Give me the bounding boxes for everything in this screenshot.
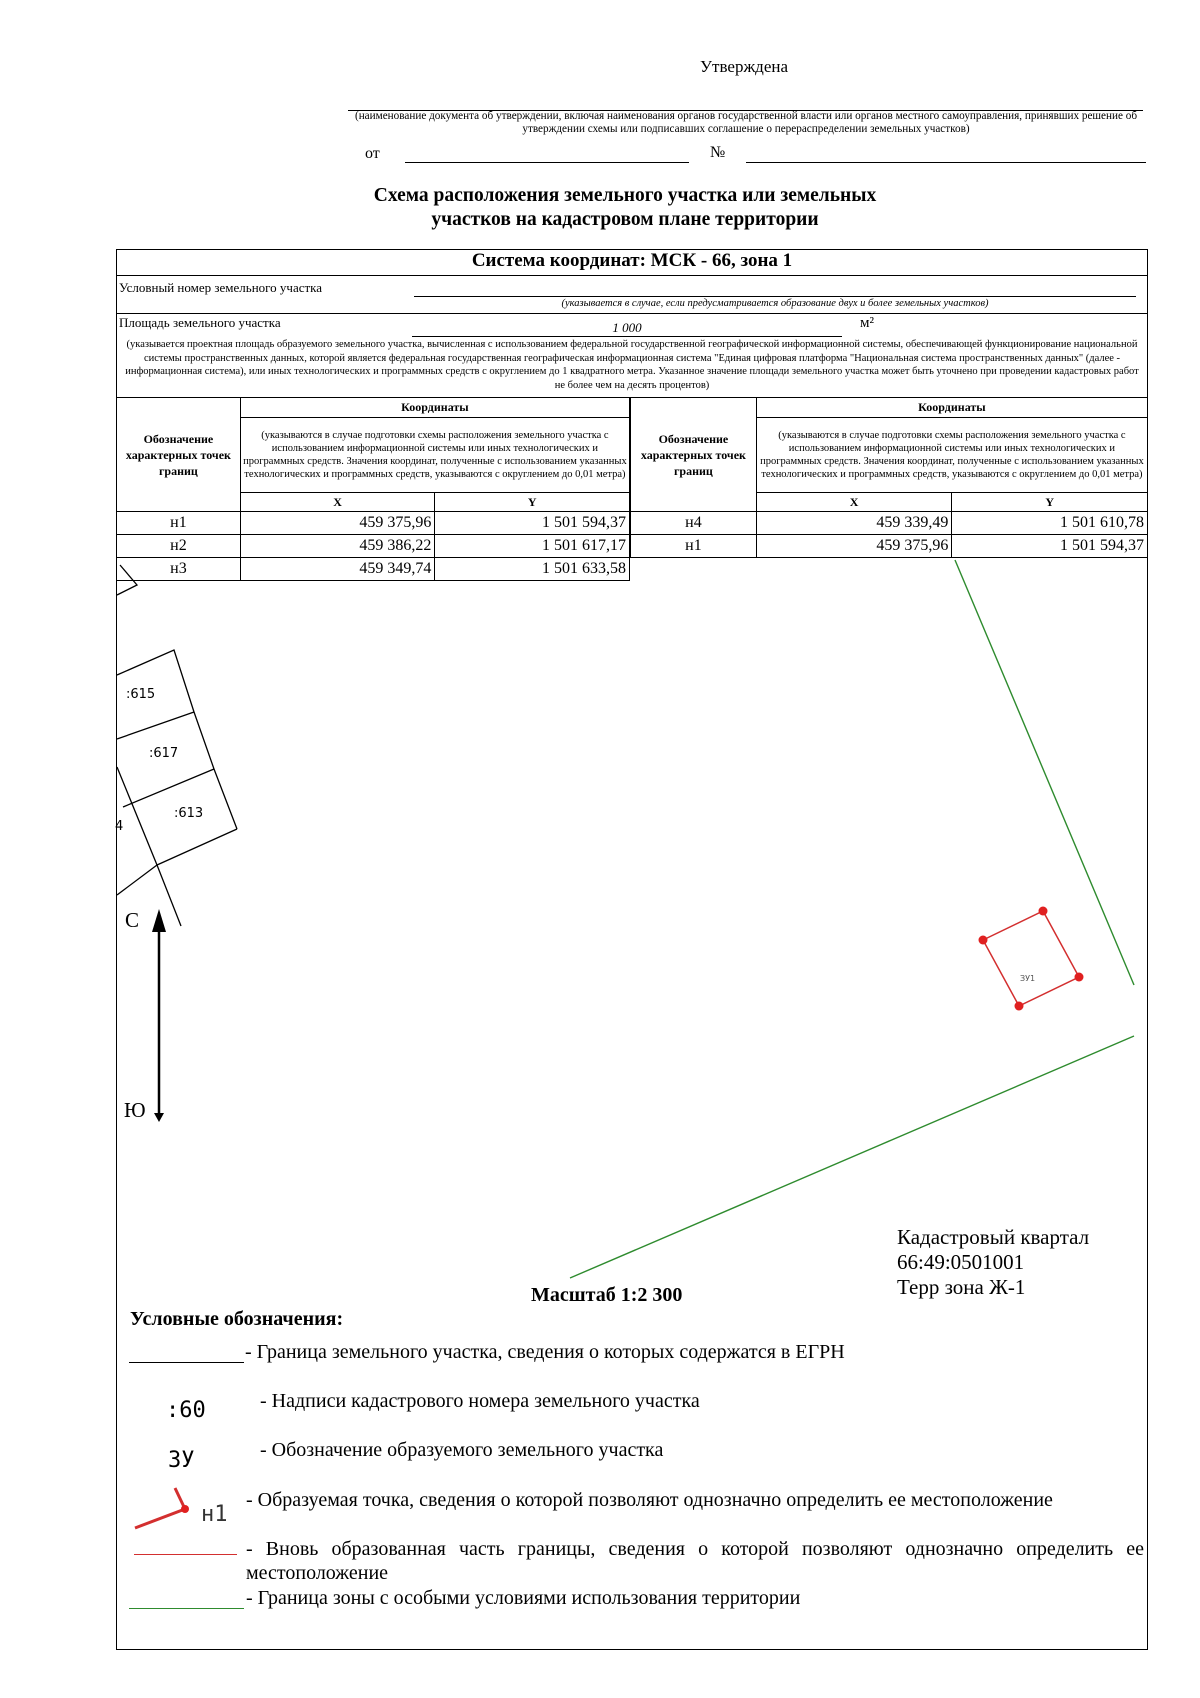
point-cell: н1 <box>117 512 241 535</box>
coords-header: Координаты <box>240 398 629 418</box>
x-cell: 459 375,96 <box>240 512 435 535</box>
parcel-label-613: :613 <box>174 806 204 821</box>
number-label: № <box>710 144 726 161</box>
parcel-label-617: :617 <box>149 746 179 761</box>
table-row <box>117 535 630 558</box>
point-marker <box>979 936 988 945</box>
y-cell: 1 501 633,58 <box>435 558 630 581</box>
y-cell: 1 501 610,78 <box>952 512 1148 535</box>
quarter-title: Кадастровый квартал <box>897 1225 1090 1249</box>
y-header: Y <box>952 493 1148 512</box>
zone-name: Терр зона Ж-1 <box>897 1275 1026 1299</box>
y-cell: 1 501 594,37 <box>952 535 1148 558</box>
area-value: 1 000 <box>612 320 642 335</box>
coords-table-right <box>630 397 1148 558</box>
legend-text-egrn: - Граница земельного участка, сведения о которых содержатся в ЕГРН <box>245 1341 845 1363</box>
point-cell: н2 <box>117 535 241 558</box>
new-parcel-boundary <box>983 911 1079 1006</box>
point-cell: н4 <box>631 512 757 535</box>
legend-text-new-parcel: - Обозначение образуемого земельного участка <box>260 1439 664 1461</box>
legend-point-lines <box>135 1488 185 1528</box>
title-line-1: Схема расположения земельного участка или земельных <box>373 185 877 206</box>
parcel-label-partial: 4 <box>115 819 124 834</box>
parcel-label-615: :615 <box>126 687 156 702</box>
area-label: Площадь земельного участка <box>119 315 281 330</box>
table-row <box>631 512 1148 535</box>
legend-text-zone: - Граница зоны с особыми условиями использования территории <box>246 1587 801 1609</box>
x-cell: 459 349,74 <box>240 558 435 581</box>
legend-point-dot <box>181 1505 189 1513</box>
x-header: X <box>756 493 952 512</box>
coords-note: (указываются в случае подготовки схемы расположения земельного участка с использованием информационной системы или иных технологических и программных средств. Значения координат, полученные с использованием указанных технологических и программных средств, указываются с округлением до 0,01 метра) <box>756 418 1147 493</box>
x-header: X <box>240 493 435 512</box>
point-marker <box>1075 973 1084 982</box>
row-divider <box>116 275 1148 276</box>
point-cell: н1 <box>631 535 757 558</box>
existing-boundary <box>117 712 194 739</box>
x-cell: 459 375,96 <box>756 535 952 558</box>
zone-boundary <box>955 560 1134 985</box>
conditional-number-caption: (указывается в случае, если предусматривается образование двух и более земельных участков) <box>561 298 989 309</box>
point-header: Обозначение характерных точек границ <box>117 398 241 512</box>
coords-header: Координаты <box>756 398 1147 418</box>
quarter-number: 66:49:0501001 <box>897 1250 1025 1274</box>
title-line-2: участков на кадастровом плане территории <box>431 209 819 230</box>
doc-name-caption: (наименование документа об утверждении, включая наименования органов государственной власти или органов местного самоуправления, принявших решение об утверждении схемы или подписавших соглашение о перераспределении земельных участков) <box>354 110 1138 135</box>
area-line <box>412 336 842 337</box>
legend-text-new-boundary: - Вновь образованная часть границы, сведения о которой позволяют однозначно определить ее местоположение <box>246 1538 1144 1584</box>
area-unit: м² <box>860 315 874 331</box>
new-parcel-label: ЗУ1 <box>1020 974 1036 983</box>
coord-system-title: Система координат: МСК - 66, зона 1 <box>471 250 793 271</box>
point-marker <box>1015 1002 1024 1011</box>
from-label: от <box>365 145 380 162</box>
existing-boundary <box>117 865 157 895</box>
table-row <box>117 512 630 535</box>
y-header: Y <box>435 493 630 512</box>
scale-label: Масштаб 1:2 300 <box>531 1284 683 1306</box>
approved-label: Утверждена <box>700 57 789 76</box>
existing-boundary <box>117 767 157 865</box>
legend-text-point: - Образуемая точка, сведения о которой позволяют однозначно определить ее местоположение <box>246 1489 1053 1511</box>
south-arrowhead-icon <box>154 1113 164 1122</box>
legend-swatch-red-line <box>134 1554 237 1555</box>
existing-boundary <box>117 565 137 595</box>
legend-symbol-number: :60 <box>166 1398 206 1423</box>
y-cell: 1 501 594,37 <box>435 512 630 535</box>
number-field-line <box>746 162 1146 163</box>
page-title <box>300 184 950 232</box>
cadastral-quarter <box>897 1225 1089 1300</box>
point-marker <box>1039 907 1048 916</box>
south-label: Ю <box>124 1098 146 1122</box>
coords-table-left <box>116 397 630 581</box>
x-cell: 459 386,22 <box>240 535 435 558</box>
table-row <box>631 535 1148 558</box>
legend-swatch-green-line <box>129 1608 244 1609</box>
existing-boundary <box>157 829 237 865</box>
x-cell: 459 339,49 <box>756 512 952 535</box>
conditional-number-line <box>414 296 1136 297</box>
legend-swatch-black-line <box>129 1362 244 1363</box>
y-cell: 1 501 617,17 <box>435 535 630 558</box>
row-divider <box>116 313 1148 314</box>
legend-text-labels: - Надписи кадастрового номера земельного участка <box>260 1390 700 1412</box>
north-arrowhead-icon <box>152 909 166 932</box>
existing-boundary <box>123 769 214 807</box>
legend-title: Условные обозначения: <box>130 1308 344 1330</box>
coords-note: (указываются в случае подготовки схемы расположения земельного участка с использованием информационной системы или иных технологических и программных средств. Значения координат, полученные с использованием указанных технологических и программных средств, указываются с округлением до 0,01 метра) <box>240 418 629 493</box>
legend-symbol-zu: ЗУ <box>168 1448 195 1473</box>
date-field-line <box>405 162 689 163</box>
point-cell: н3 <box>117 558 241 581</box>
legend-symbol-point: н1 <box>201 1502 228 1527</box>
north-label: С <box>125 908 140 932</box>
area-note: (указывается проектная площадь образуемого земельного участка, вычисленная с использованием федеральной государственной географической информационной системы, обеспечивающей функционирование национальной системы пространственных данных, которой является федеральная государственная географическая информационная система "Единая цифровая платформа "Национальная система пространственных данных" (далее - информационная система), или иных технологических и программных средств с округлением до 1 квадратного метра. Указанное значение площади земельного участка может быть уточнено при проведении кадастровых работ не более чем на десять процентов) <box>125 339 1139 391</box>
conditional-number-label: Условный номер земельного участка <box>119 280 323 295</box>
cadastral-map <box>117 560 1147 1300</box>
point-header: Обозначение характерных точек границ <box>631 398 757 512</box>
